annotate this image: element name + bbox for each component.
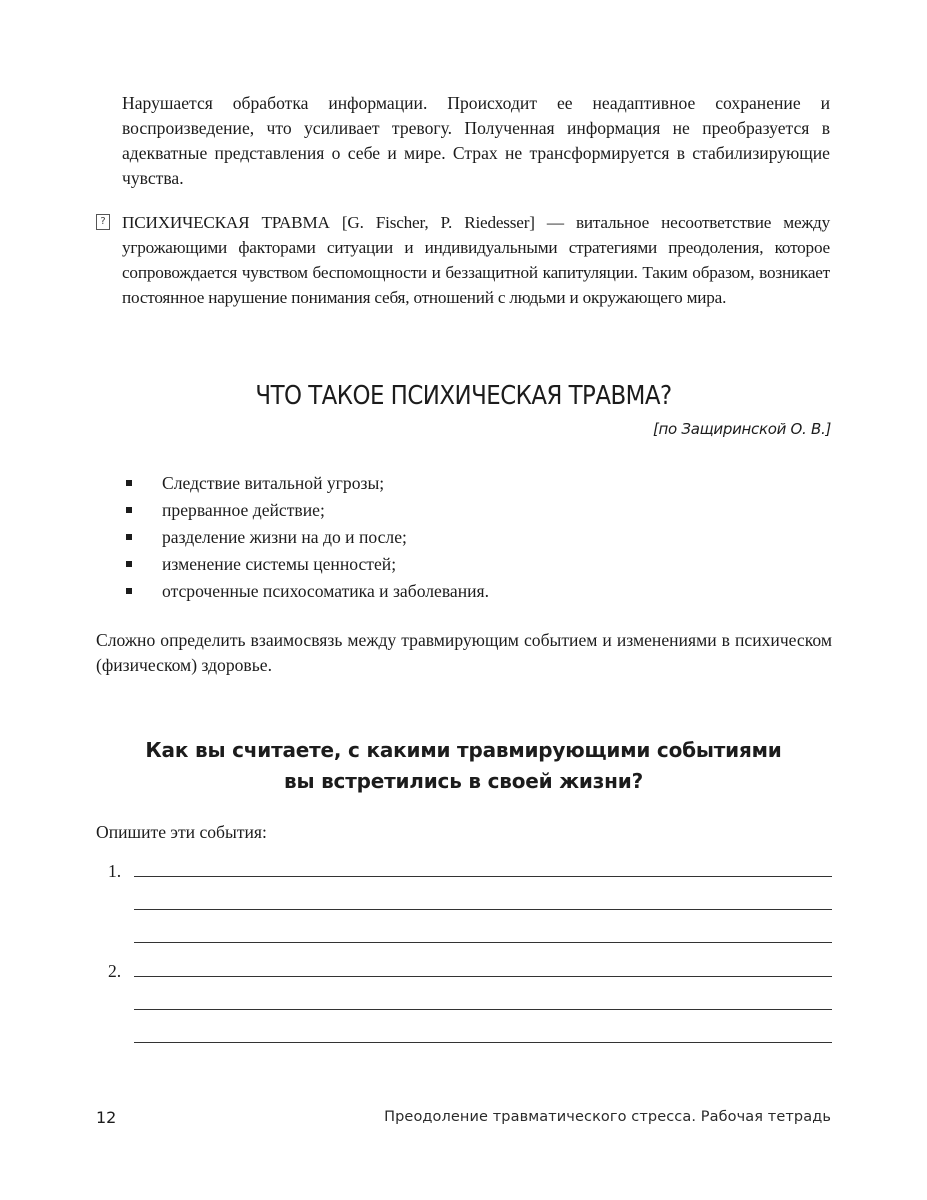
list-item-text: прерванное действие; [162, 500, 325, 520]
list-item [126, 497, 489, 524]
question-line-1: Как вы считаете, с какими травмирующими событиями [145, 738, 782, 762]
answer-line-2a[interactable] [134, 976, 832, 977]
list-item [126, 551, 489, 578]
book-title: Преодоление травматического стресса. Рабочая тетрадь [384, 1109, 831, 1125]
bullet-square-icon [126, 561, 132, 567]
list-item-text: Следствие витальной угрозы; [162, 473, 385, 493]
answer-line-2b[interactable] [134, 1009, 832, 1010]
page-number: 12 [96, 1108, 117, 1127]
answer-line-1a[interactable] [134, 876, 832, 877]
definition-paragraph: ПСИХИЧЕСКАЯ ТРАВМА [G. Fischer, P. Riedesser] — витальное несоответствие между угрожающими факторами ситуации и индивидуальными стратегиями преодоления, которое сопровождается чувством беспомощности и беззащитной капитуляции. Таким образом, возникает постоянное нарушение понимания себя, отношений с людьми и окружающего мира. [122, 213, 830, 307]
summary-paragraph: Сложно определить взаимосвязь между травмирующим событием и изменениями в психическом (физическом) здоровье. [96, 630, 832, 675]
list-item-text: изменение системы ценностей; [162, 554, 397, 574]
intro-paragraph: Нарушается обработка информации. Происходит ее неадаптивное сохранение и воспроизведение, что усиливает тревогу. Полученная информация не преобразуется в адекватные представления о себе и мире. Страх не трансформируется в стабилизирующие чувства. [122, 93, 830, 188]
trauma-bullet-list [126, 470, 489, 605]
section-title: ЧТО ТАКОЕ ПСИХИЧЕСКАЯ ТРАВМА? [255, 381, 672, 411]
answer-line-1b[interactable] [134, 909, 832, 910]
answer-number-1: 1. [108, 861, 122, 881]
bullet-square-icon [126, 534, 132, 540]
bullet-square-icon [126, 588, 132, 594]
answer-prompt: Опишите эти события: [96, 822, 267, 842]
bullet-square-icon [126, 507, 132, 513]
question-line-2: вы встретились в своей жизни? [283, 769, 643, 793]
list-item [126, 578, 489, 605]
answer-line-2c[interactable] [134, 1042, 832, 1043]
section-attribution: [по Защиринской О. В.] [652, 420, 831, 438]
bullet-square-icon [126, 480, 132, 486]
answer-number-2: 2. [108, 961, 122, 981]
list-item-text: разделение жизни на до и после; [162, 527, 407, 547]
question-heading [0, 735, 927, 797]
list-item [126, 524, 489, 551]
list-item [126, 470, 489, 497]
list-item-text: отсроченные психосоматика и заболевания. [162, 581, 490, 601]
answer-line-1c[interactable] [134, 942, 832, 943]
definition-marker-icon: ? [96, 214, 110, 230]
